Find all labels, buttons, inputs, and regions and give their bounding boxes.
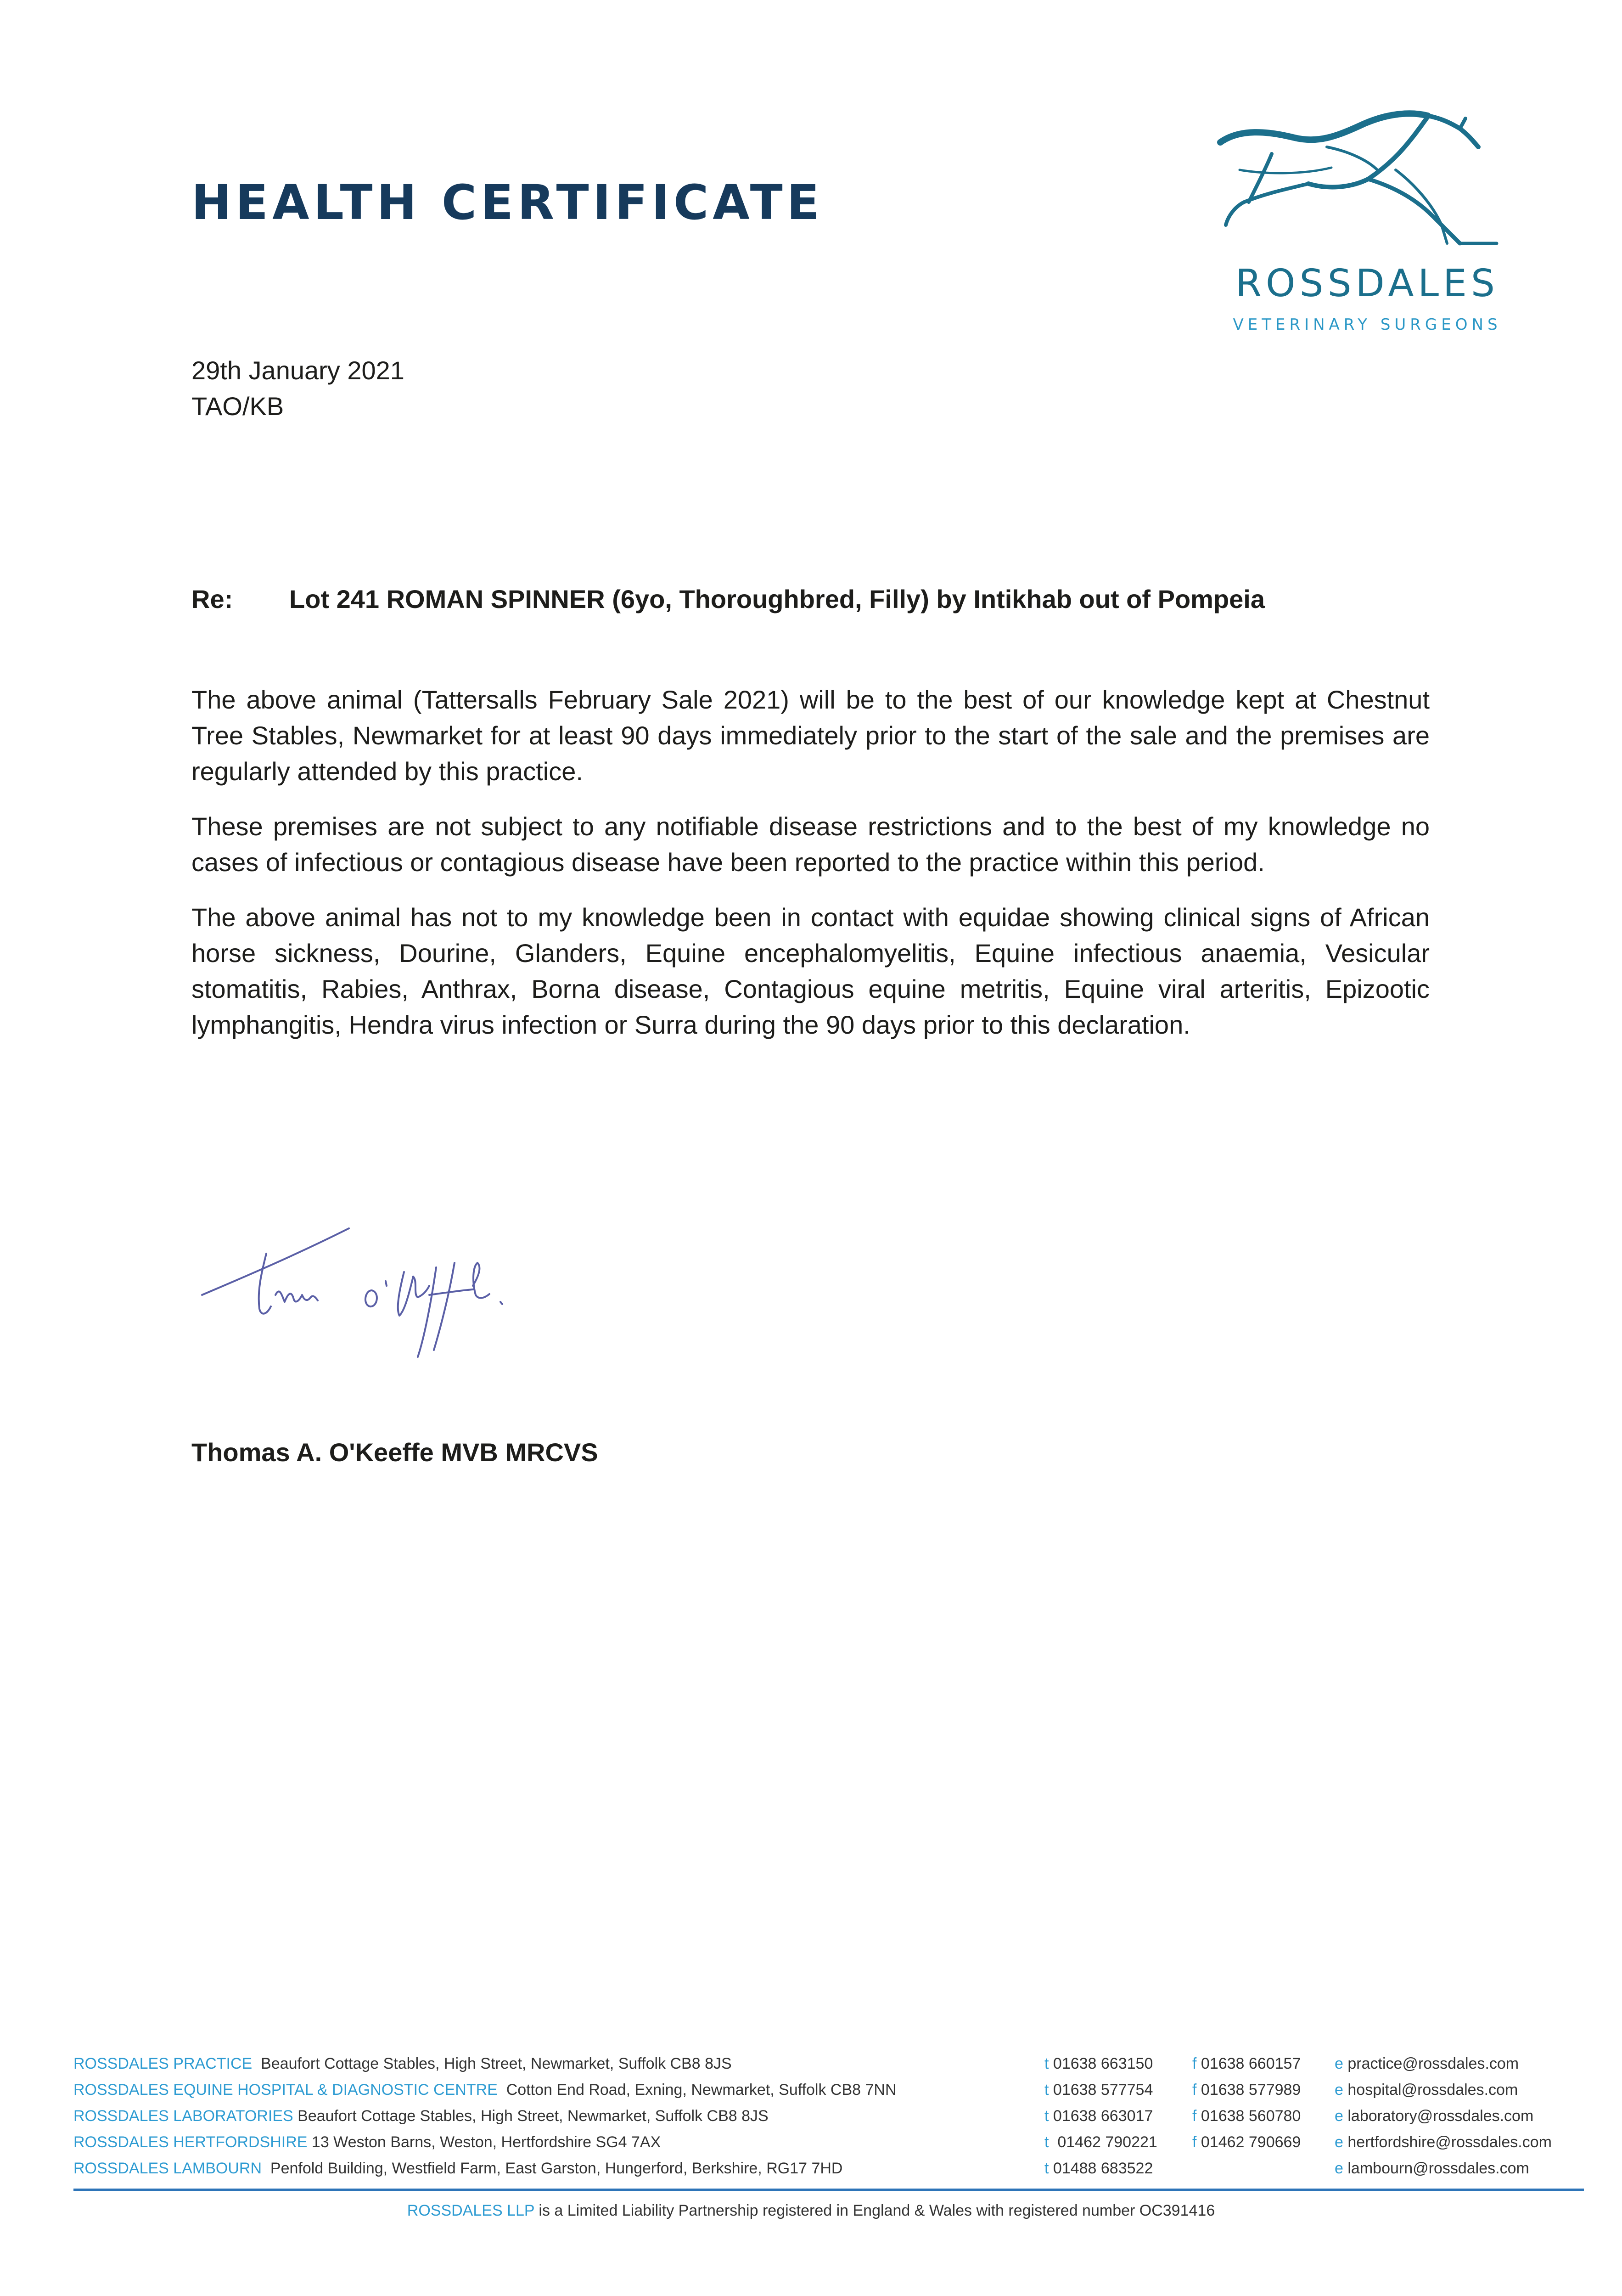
legal-company-name: ROSSDALES LLP bbox=[407, 2202, 534, 2219]
email-key: e bbox=[1335, 2133, 1343, 2151]
fax: 01638 577989 bbox=[1201, 2081, 1301, 2099]
footer-row bbox=[73, 2107, 1588, 2133]
tel-key: t bbox=[1044, 2133, 1049, 2151]
date-block bbox=[191, 353, 404, 424]
tel-key: t bbox=[1044, 2160, 1049, 2177]
horse-logo-icon bbox=[1212, 110, 1524, 340]
email-link[interactable]: hospital@rossdales.com bbox=[1347, 2081, 1518, 2099]
legal-notice bbox=[0, 2202, 1622, 2220]
email-key: e bbox=[1335, 2107, 1343, 2125]
tel-key: t bbox=[1044, 2107, 1049, 2125]
practice-name: ROSSDALES LABORATORIES bbox=[73, 2107, 293, 2125]
subject-line bbox=[191, 584, 1265, 614]
email-link[interactable]: laboratory@rossdales.com bbox=[1347, 2107, 1534, 2125]
email-link[interactable]: lambourn@rossdales.com bbox=[1347, 2160, 1529, 2177]
footer-row bbox=[73, 2055, 1588, 2081]
fax-key: f bbox=[1192, 2081, 1197, 2099]
email-key: e bbox=[1335, 2160, 1343, 2177]
handwritten-signature bbox=[197, 1217, 546, 1368]
footer-row bbox=[73, 2081, 1588, 2107]
practice-address: Penfold Building, Westfield Farm, East Garston, Hungerford, Berkshire, RG17 7HD bbox=[270, 2160, 843, 2177]
email-link[interactable]: practice@rossdales.com bbox=[1347, 2055, 1519, 2072]
signatory-name: Thomas A. O'Keeffe MVB MRCVS bbox=[191, 1438, 598, 1467]
fax-key: f bbox=[1192, 2133, 1197, 2151]
paragraph-2: These premises are not subject to any notifiable disease restrictions and to the best of my knowledge no cases of infectious or contagious disease have been reported to the practice within this period. bbox=[191, 812, 1430, 877]
paragraph-1: The above animal (Tattersalls February Sale 2021) will be to the best of our knowledge kept at Chestnut Tree Stables, Newmarket for at least 90 days immediately prior to the start of the sale and the premises are regularly attended by this practice. bbox=[191, 685, 1430, 786]
tel-key: t bbox=[1044, 2055, 1049, 2072]
footer-row bbox=[73, 2133, 1588, 2160]
subject-text: Lot 241 ROMAN SPINNER (6yo, Thoroughbred, Filly) by Intikhab out of Pompeia bbox=[289, 585, 1265, 613]
logo-subtitle: VETERINARY SURGEONS bbox=[1233, 315, 1502, 334]
footer-contacts bbox=[73, 2055, 1588, 2186]
tel-key: t bbox=[1044, 2081, 1049, 2099]
subject-label: Re: bbox=[191, 585, 233, 613]
document-reference: TAO/KB bbox=[191, 392, 284, 421]
practice-name: ROSSDALES PRACTICE bbox=[73, 2055, 253, 2072]
footer-divider bbox=[73, 2189, 1584, 2191]
practice-address: Beaufort Cottage Stables, High Street, Newmarket, Suffolk CB8 8JS bbox=[261, 2055, 732, 2072]
paragraph-3: The above animal has not to my knowledge been in contact with equidae showing clinical signs of African horse sickness, Dourine, Glanders, Equine encephalomyelitis, Equine infectious anaemia, Vesicular stomatitis, Rabies, Anthrax, Borna disease, Contagious equine metritis, Equine viral arteritis, Epizootic lymphangitis, Hendra virus infection or Surra during the 90 days prior to this declaration. bbox=[191, 903, 1430, 1039]
email-link[interactable]: hertfordshire@rossdales.com bbox=[1347, 2133, 1552, 2151]
email-key: e bbox=[1335, 2055, 1343, 2072]
document-date: 29th January 2021 bbox=[191, 356, 404, 385]
telephone: 01462 790221 bbox=[1057, 2133, 1157, 2151]
footer-row bbox=[73, 2160, 1588, 2186]
fax-key: f bbox=[1192, 2055, 1197, 2072]
practice-address: Cotton End Road, Exning, Newmarket, Suffolk CB8 7NN bbox=[506, 2081, 897, 2099]
fax-key: f bbox=[1192, 2107, 1197, 2125]
certificate-body bbox=[191, 682, 1430, 1062]
rossdales-logo bbox=[1212, 110, 1524, 340]
practice-name: ROSSDALES HERTFORDSHIRE bbox=[73, 2133, 308, 2151]
fax: 01638 660157 bbox=[1201, 2055, 1301, 2072]
document-title: HEALTH CERTIFICATE bbox=[191, 174, 824, 231]
legal-text: is a Limited Liability Partnership registered in England & Wales with registered number OC391416 bbox=[539, 2202, 1215, 2219]
practice-address: 13 Weston Barns, Weston, Hertfordshire SG4 7AX bbox=[311, 2133, 661, 2151]
telephone: 01638 577754 bbox=[1053, 2081, 1153, 2099]
fax: 01638 560780 bbox=[1201, 2107, 1301, 2125]
practice-address: Beaufort Cottage Stables, High Street, Newmarket, Suffolk CB8 8JS bbox=[297, 2107, 769, 2125]
fax: 01462 790669 bbox=[1201, 2133, 1301, 2151]
telephone: 01638 663150 bbox=[1053, 2055, 1153, 2072]
logo-name: ROSSDALES bbox=[1235, 262, 1499, 305]
telephone: 01488 683522 bbox=[1053, 2160, 1153, 2177]
signature-icon bbox=[197, 1217, 546, 1368]
telephone: 01638 663017 bbox=[1053, 2107, 1153, 2125]
email-key: e bbox=[1335, 2081, 1343, 2099]
practice-name: ROSSDALES EQUINE HOSPITAL & DIAGNOSTIC CENTRE bbox=[73, 2081, 498, 2099]
practice-name: ROSSDALES LAMBOURN bbox=[73, 2160, 262, 2177]
